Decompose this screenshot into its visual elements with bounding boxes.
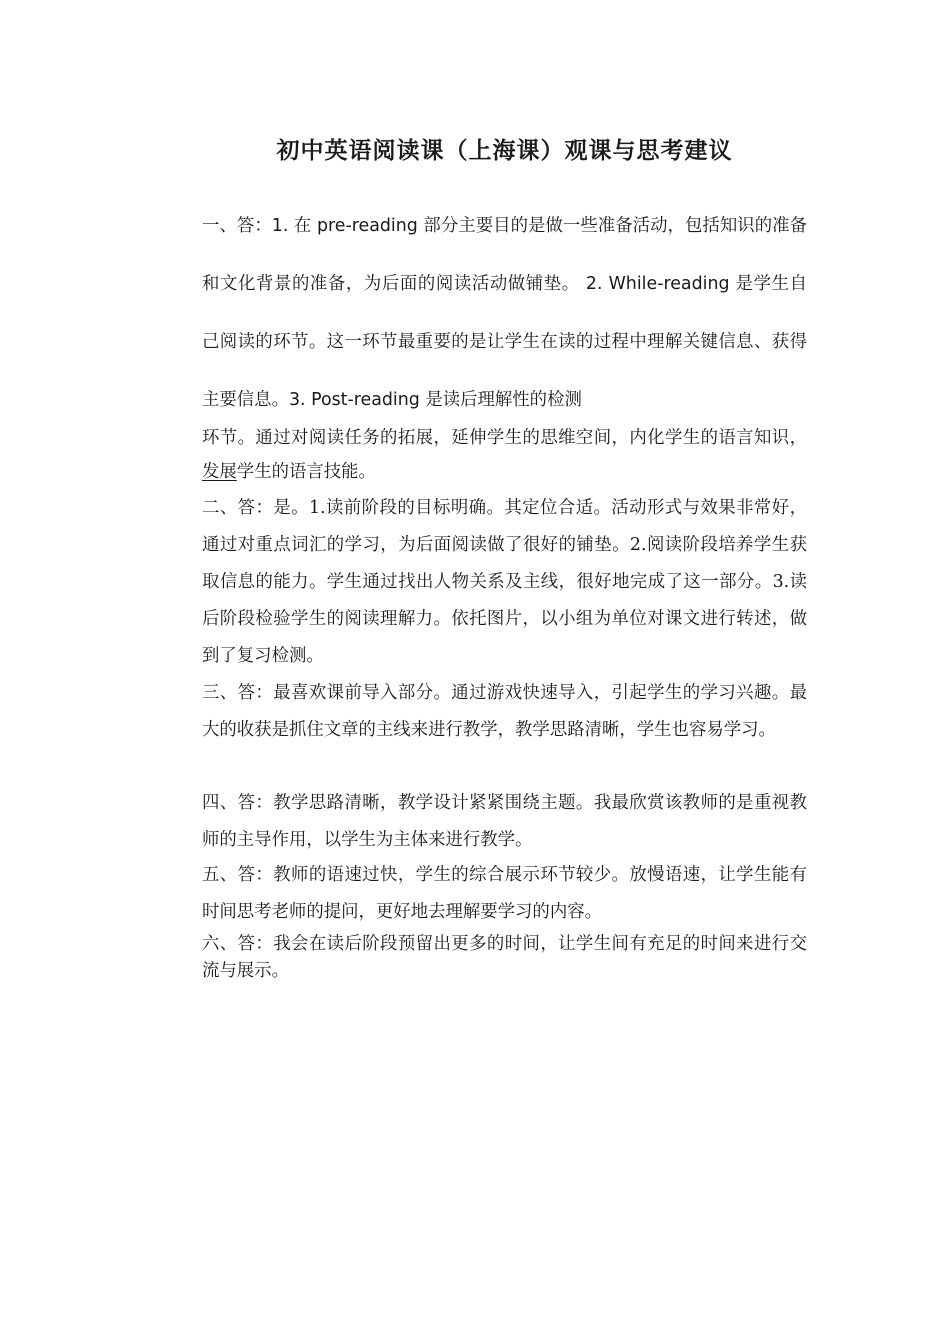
document-title: 初中英语阅读课（上海课）观课与思考建议 bbox=[276, 137, 733, 164]
answer-1-term-while-reading: 2. While-reading bbox=[585, 274, 730, 294]
answer-1-tail-text-b: 学生的语言技能。 bbox=[236, 462, 376, 482]
answer-1-prefix: 一、答： bbox=[202, 216, 272, 236]
answer-1-point-1-number: 1. bbox=[271, 216, 289, 236]
answer-1-paragraph bbox=[202, 197, 807, 489]
answer-1-term-pre-reading: pre-reading bbox=[316, 216, 418, 236]
answer-1-tail-text-a: 环节。通过对阅读任务的拓展，延伸学生的思维空间，内化学生的语言知识， bbox=[202, 428, 807, 448]
answer-1-underlined-word: 发展 bbox=[202, 462, 237, 482]
answer-2-paragraph: 二、答：是。1.读前阶段的目标明确。其定位合适。活动形式与效果非常好，通过对重点词汇的学习，为后面阅读做了很好的铺垫。2.阅读阶段培养学生获取信息的能力。学生通过找出人物关系及主线，很好地完成了这一部分。3.读后阶段检验学生的阅读理解力。依托图片，以小组为单位对课文进行转述，做到了复习检测。 bbox=[202, 498, 807, 666]
answer-6-paragraph: 六、答：我会在读后阶段预留出更多的时间，让学生间有充足的时间来进行交流与展示。 bbox=[202, 934, 807, 981]
answer-1-text-d: 是读后理解性的检测 bbox=[419, 390, 582, 410]
answer-3-paragraph: 三、答：最喜欢课前导入部分。通过游戏快速导入，引起学生的学习兴趣。最大的收获是抓住文章的主线来进行教学，教学思路清晰，学生也容易学习。 bbox=[202, 683, 807, 740]
answer-1-tail bbox=[202, 421, 807, 489]
answer-5-paragraph: 五、答：教师的语速过快，学生的综合展示环节较少。放慢语速，让学生能有时间思考老师的提问，更好地去理解要学习的内容。 bbox=[202, 865, 807, 922]
answer-1-text-b: 部分主要目的是做一些准备活动，包括知识的准备和文化背景的准备，为后面的阅读活动做铺垫。 bbox=[202, 216, 807, 294]
answer-1-term-post-reading: 3. Post-reading bbox=[288, 390, 420, 410]
answer-1-text-a: 在 bbox=[288, 216, 317, 236]
answer-1-text-c: 是学生自己阅读的环节。这一环节最重要的是让学生在读的过程中理解关键信息、获得主要信息。 bbox=[202, 274, 808, 410]
answer-4-paragraph: 四、答：教学思路清晰，教学设计紧紧围绕主题。我最欣赏该教师的是重视教师的主导作用，以学生为主体来进行教学。 bbox=[202, 793, 807, 850]
